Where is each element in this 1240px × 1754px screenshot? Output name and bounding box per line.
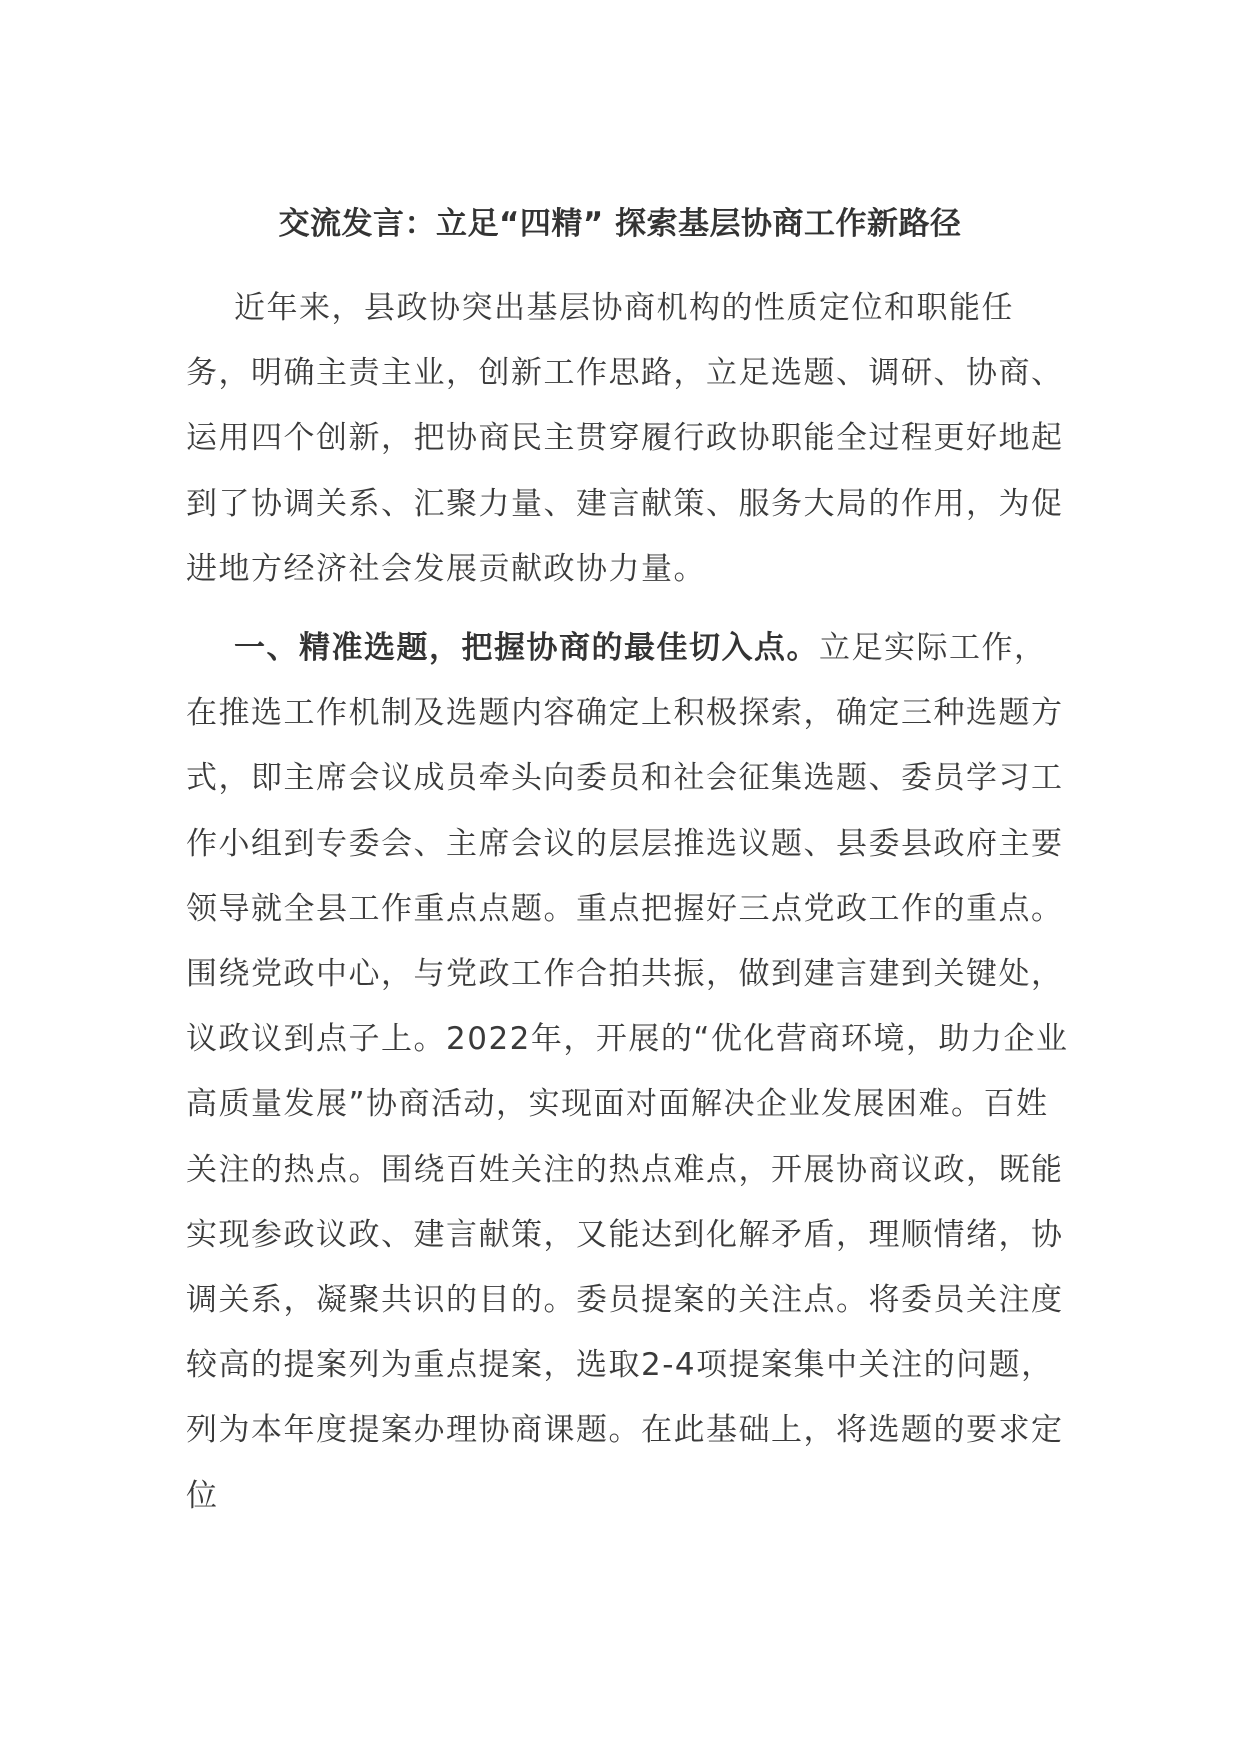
- document-title: 交流发言：立足“四精” 探索基层协商工作新路径: [278, 206, 962, 242]
- section-1-heading: 一、精准选题，把握协商的最佳切入点。: [234, 630, 819, 666]
- section-1-body: 立足实际工作，在推选工作机制及选题内容确定上积极探索，确定三种选题方式，即主席会议成员牵头向委员和社会征集选题、委员学习工作小组到专委会、主席会议的层层推选议题、县委县政府主要领导就全县工作重点点题。重点把握好三点党政工作的重点。围绕党政中心，与党政工作合拍共振，做到建言建到关键处，议政议到点子上。2022年，开展的“优化营商环境，助力企业高质量发展”协商活动，实现面对面解决企业发展困难。百姓关注的热点。围绕百姓关注的热点难点，开展协商议政，既能实现参政议政、建言献策，又能达到化解矛盾，理顺情绪，协调关系，凝聚共识的目的。委员提案的关注点。将委员关注度较高的提案列为重点提案，选取2-4项提案集中关注的问题，列为本年度提案办理协商课题。在此基础上，将选题的要求定位: [186, 630, 1069, 1514]
- paragraph-section-1: [186, 616, 1076, 1529]
- paragraph-intro: [186, 276, 1076, 602]
- paragraph-intro-text: 近年来，县政协突出基层协商机构的性质定位和职能任务，明确主责主业，创新工作思路，立足选题、调研、协商、运用四个创新，把协商民主贯穿履行政协职能全过程更好地起到了协调关系、汇聚力量、建言献策、服务大局的作用，为促进地方经济社会发展贡献政协力量。: [186, 290, 1064, 587]
